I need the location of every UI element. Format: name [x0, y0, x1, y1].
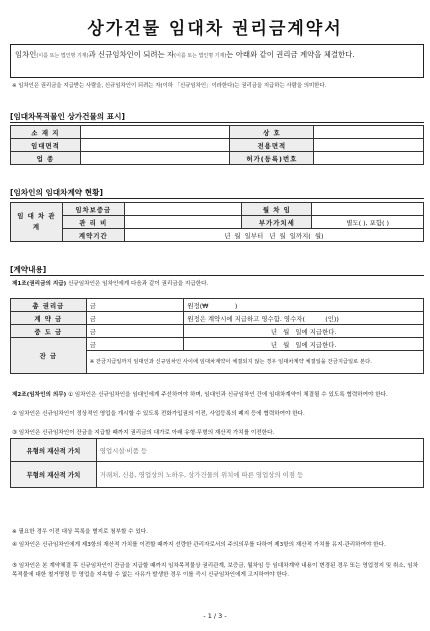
section3-divider: [10, 275, 424, 276]
premises-table: [10, 125, 424, 165]
maintenance-fee-label: 관 리 비: [62, 216, 124, 229]
permit-number-label: 허가(등록)번호: [230, 152, 314, 165]
balance-label: 잔 금: [11, 338, 87, 374]
article2-clause1: ① 임차인은 신규임차인을 임대인에게 주선하여야 하며, 임대인과 신규임차인 간에 임대차계약이 체결될 수 있도록 협력하여야 한다.: [66, 392, 388, 398]
trade-name-value[interactable]: [314, 126, 424, 139]
interim-payment-won: 금: [86, 325, 184, 338]
intangible-value-label: 무형의 재산적 가치: [11, 462, 97, 488]
contract-period-label: 계약기간: [62, 229, 124, 242]
article2-clause3: ③ 임차인은 신규임차인이 잔금을 지급할 때까지 권리금의 대가로 아래 유형·무형의 재산적 가치를 이전한다.: [12, 430, 275, 436]
article2-clause5: ⑤ 임차인은 본 계약체결 후 신규임차인이 잔금을 지급할 때까지 임차목적물상 권리관계, 보증금, 월차임 등 임대차계약 내용이 변경된 경우 또는 영업정지 및 취소, 임차목적물에 대한 철거명령 등 영업을 지속할 수 없는 사유가 발생한 경우 이를 즉시 신규임차인에게 고지하여야 한다.: [12, 563, 419, 578]
intangible-value-text[interactable]: 거래처, 신용, 영업상의 노하우, 상가건물의 위치에 따른 영업상의 이점 등: [96, 462, 423, 488]
location-value[interactable]: [80, 126, 230, 139]
monthly-rent-label: 월 차 임: [242, 203, 312, 216]
article2-clause4: ④ 임차인은 신규임차인에게 제3항의 재산적 가치를 이전할 때까지 선량한 관리자로서의 주의의무를 다하여 제3항의 재산적 가치를 유지·관리하여야 한다.: [12, 542, 386, 548]
intro-lessee: 임차인: [15, 50, 37, 59]
lease-relation-label: 임 대 차 관 계: [11, 203, 63, 242]
premium-payment-table: [10, 298, 424, 374]
business-type-value[interactable]: [80, 152, 230, 165]
interim-payment-detail[interactable]: 년 월 일에 지급한다.: [184, 325, 424, 338]
document-title: 상가건물 임대차 권리금계약서: [87, 19, 343, 39]
exclusive-area-value[interactable]: [314, 139, 424, 152]
article2-heading: 제2조(임차인의 의무): [12, 392, 67, 398]
section1-title: [임대차목적물인 상가건물의 표시]: [10, 112, 125, 121]
section1-divider: [10, 122, 424, 123]
article2-clause2: ② 임차인은 신규임차인이 정상적인 영업을 개시할 수 있도록 전화가입권의 이전, 사업등록의 폐지 등에 협력하여야 한다.: [12, 411, 305, 417]
down-payment-won: 금: [86, 312, 184, 325]
lease-area-value[interactable]: [80, 139, 230, 152]
business-type-label: 업 종: [11, 152, 81, 165]
contract-period-value[interactable]: 년 월 일부터 년 월 일까지( 월): [124, 229, 423, 242]
article2: [12, 391, 422, 400]
down-payment-detail[interactable]: 원정은 계약시에 지급하고 영수함. 영수자( (인)): [184, 312, 424, 325]
intro-new-note: (이름 또는 법인명 기재): [174, 53, 227, 59]
intro-box: [10, 44, 424, 78]
definition-note: ※ 임차인은 권리금을 지급받는 사람을, 신규임차인이 되려는 자(이하 「신규임차인」이라한다)는 권리금을 지급하는 사람을 의미한다.: [12, 83, 327, 89]
intro-end: 는 아래와 같이 권리금 계약을 체결한다.: [226, 50, 355, 59]
lease-status-table: [10, 202, 424, 242]
attachment-note: ※ 필요한 경우 이전 대상 목록을 별지로 첨부할 수 있다.: [12, 529, 148, 535]
location-label: 소 재 지: [11, 126, 81, 139]
exclusive-area-label: 전용면적: [230, 139, 314, 152]
vat-options[interactable]: 별도( ), 포함( ): [312, 216, 424, 229]
total-premium-detail[interactable]: 원정(₩ ): [184, 299, 424, 312]
down-payment-label: 계 약 금: [11, 312, 87, 325]
asset-value-table: [10, 438, 424, 488]
vat-label: 부가가치세: [242, 216, 312, 229]
lease-area-label: 임대면적: [11, 139, 81, 152]
total-premium-won: 금: [86, 299, 184, 312]
section3-title: [계약내용]: [10, 265, 47, 274]
page-number: - 1 / 3 -: [203, 612, 227, 620]
maintenance-fee-value[interactable]: [124, 216, 242, 229]
permit-number-value[interactable]: [314, 152, 424, 165]
balance-won: 금: [86, 338, 184, 351]
section2-title: [임차인의 임대차계약 현황]: [10, 188, 103, 197]
intro-lessee-note: (이름 또는 법인명 기재): [36, 53, 89, 59]
balance-note: ※ 잔금지급일까지 임대인과 신규임차인 사이에 임대차계약이 체결되지 않는 경우 임대차계약 체결일을 잔금지급일로 본다.: [86, 351, 423, 374]
total-premium-label: 총 권리금: [11, 299, 87, 312]
interim-payment-label: 중 도 금: [11, 325, 87, 338]
article1-text: 신규임차인은 임차인에게 다음과 같이 권리금을 지급한다.: [66, 281, 209, 287]
section2-divider: [10, 198, 424, 199]
trade-name-label: 상 호: [230, 126, 314, 139]
intro-mid: 과 신규임차인이 되려는 자: [88, 50, 175, 59]
article1-heading: 제1조(권리금의 지급): [12, 281, 67, 287]
deposit-value[interactable]: [124, 203, 242, 216]
tangible-value-label: 유형의 재산적 가치: [11, 439, 97, 462]
tangible-value-text[interactable]: 영업시설·비품 등: [96, 439, 423, 462]
deposit-label: 임차보증금: [62, 203, 124, 216]
article1: [12, 280, 422, 289]
monthly-rent-value[interactable]: [312, 203, 424, 216]
balance-detail[interactable]: 년 월 일에 지급한다.: [184, 338, 424, 351]
